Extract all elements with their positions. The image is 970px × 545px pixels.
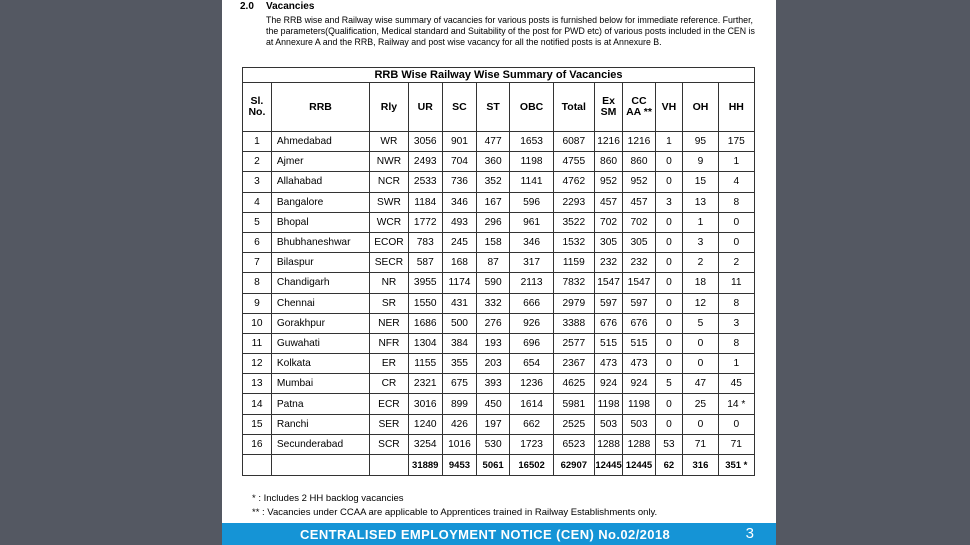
table-row [243, 192, 755, 212]
table-cell: 15 [243, 414, 272, 434]
table-cell: 2 [718, 253, 754, 273]
table-cell: 276 [477, 313, 510, 333]
table-cell: 473 [594, 354, 623, 374]
table-cell: 597 [594, 293, 623, 313]
table-cell: NCR [370, 172, 408, 192]
column-header: ST [477, 83, 510, 132]
table-cell: 14 [243, 394, 272, 414]
table-cell: 11 [243, 333, 272, 353]
table-cell: 168 [442, 253, 476, 273]
table-cell: SR [370, 293, 408, 313]
table-cell: 13 [683, 192, 718, 212]
table-cell: 7 [243, 253, 272, 273]
table-cell: 1547 [594, 273, 623, 293]
table-cell: 2367 [554, 354, 595, 374]
table-cell: 3056 [408, 132, 442, 152]
table-cell: 3 [243, 172, 272, 192]
table-cell: 1 [243, 132, 272, 152]
footnotes [252, 492, 657, 520]
table-cell: 15 [683, 172, 718, 192]
total-cell: 62 [655, 455, 683, 476]
table-cell: 2533 [408, 172, 442, 192]
section-title: Vacancies [266, 1, 315, 12]
table-cell: 924 [623, 374, 655, 394]
table-cell: Ajmer [271, 152, 369, 172]
table-cell: 0 [683, 354, 718, 374]
table-cell: 3254 [408, 434, 442, 454]
table-cell: SER [370, 414, 408, 434]
table-row [243, 132, 755, 152]
table-row [243, 333, 755, 353]
table-cell: 901 [442, 132, 476, 152]
table-cell: 232 [623, 253, 655, 273]
column-header: VH [655, 83, 683, 132]
table-cell: 8 [718, 333, 754, 353]
table-cell: 1198 [594, 394, 623, 414]
table-cell: 384 [442, 333, 476, 353]
table-cell: NFR [370, 333, 408, 353]
table-cell: 1174 [442, 273, 476, 293]
document-page [222, 0, 776, 545]
table-cell: 662 [510, 414, 554, 434]
table-cell: 899 [442, 394, 476, 414]
table-cell: 1216 [623, 132, 655, 152]
total-cell: 16502 [510, 455, 554, 476]
table-cell: Ranchi [271, 414, 369, 434]
column-header: Rly [370, 83, 408, 132]
total-cell: 5061 [477, 455, 510, 476]
table-cell: 473 [623, 354, 655, 374]
table-cell: NER [370, 313, 408, 333]
table-row [243, 273, 755, 293]
table-row [243, 434, 755, 454]
table-cell: 2577 [554, 333, 595, 353]
total-cell: 31889 [408, 455, 442, 476]
table-cell: 0 [683, 333, 718, 353]
table-cell: 654 [510, 354, 554, 374]
table-row [243, 354, 755, 374]
table-cell: 4625 [554, 374, 595, 394]
table-cell: 696 [510, 333, 554, 353]
table-cell: ER [370, 354, 408, 374]
table-cell: 0 [655, 354, 683, 374]
table-cell: Bilaspur [271, 253, 369, 273]
table-cell: 95 [683, 132, 718, 152]
table-cell: 1653 [510, 132, 554, 152]
table-cell: 6523 [554, 434, 595, 454]
table-cell: 0 [683, 414, 718, 434]
table-cell: NR [370, 273, 408, 293]
table-row [243, 253, 755, 273]
total-cell: 316 [683, 455, 718, 476]
table-cell: Mumbai [271, 374, 369, 394]
table-cell: 515 [623, 333, 655, 353]
table-cell: 860 [623, 152, 655, 172]
total-cell [370, 455, 408, 476]
table-cell: 2525 [554, 414, 595, 434]
table-cell: NWR [370, 152, 408, 172]
column-header: Total [554, 83, 595, 132]
table-cell: 961 [510, 212, 554, 232]
table-cell: 203 [477, 354, 510, 374]
table-cell: 1 [683, 212, 718, 232]
table-cell: SCR [370, 434, 408, 454]
table-cell: 0 [655, 333, 683, 353]
table-cell: 530 [477, 434, 510, 454]
table-cell: 346 [510, 232, 554, 252]
table-cell: WCR [370, 212, 408, 232]
table-cell: 924 [594, 374, 623, 394]
table-cell: 296 [477, 212, 510, 232]
table-cell: Allahabad [271, 172, 369, 192]
table-row [243, 293, 755, 313]
table-cell: 393 [477, 374, 510, 394]
table-cell: 2293 [554, 192, 595, 212]
intro-paragraph: The RRB wise and Railway wise summary of vacancies for various posts is furnished below for immediate reference. Further, the parameters(Qualification, Medical standard and Suitability of the post for PWD etc) of various posts included in the CEN is at Annexure A and the RRB, Railway and post wise vacancy for all the notified posts is at Annexure B. [266, 15, 755, 48]
table-cell: 175 [718, 132, 754, 152]
table-cell: 352 [477, 172, 510, 192]
page-number: 3 [745, 525, 754, 542]
table-cell: 1155 [408, 354, 442, 374]
total-cell: 351 * [718, 455, 754, 476]
table-cell: 3955 [408, 273, 442, 293]
table-cell: 4 [718, 172, 754, 192]
table-cell: 952 [594, 172, 623, 192]
table-cell: 6087 [554, 132, 595, 152]
table-cell: 431 [442, 293, 476, 313]
table-cell: 0 [718, 232, 754, 252]
table-cell: 515 [594, 333, 623, 353]
table-cell: 926 [510, 313, 554, 333]
table-cell: 500 [442, 313, 476, 333]
table-row [243, 313, 755, 333]
table-cell: 702 [594, 212, 623, 232]
table-cell: 783 [408, 232, 442, 252]
table-cell: SECR [370, 253, 408, 273]
table-cell: 3 [718, 313, 754, 333]
table-cell: 1288 [594, 434, 623, 454]
total-cell [271, 455, 369, 476]
table-cell: 503 [623, 414, 655, 434]
table-cell: 0 [655, 414, 683, 434]
table-row [243, 414, 755, 434]
table-cell: 3 [683, 232, 718, 252]
table-cell: 1016 [442, 434, 476, 454]
table-cell: 10 [243, 313, 272, 333]
table-cell: 2 [243, 152, 272, 172]
table-cell: ECR [370, 394, 408, 414]
table-cell: 860 [594, 152, 623, 172]
table-cell: 0 [655, 273, 683, 293]
column-header: CC AA ** [623, 83, 655, 132]
table-cell: Bangalore [271, 192, 369, 212]
table-cell: 8 [718, 293, 754, 313]
table-cell: 158 [477, 232, 510, 252]
table-cell: 14 * [718, 394, 754, 414]
table-cell: 952 [623, 172, 655, 192]
table-cell: 5 [683, 313, 718, 333]
table-cell: 8 [718, 192, 754, 212]
table-cell: Guwahati [271, 333, 369, 353]
table-cell: 3522 [554, 212, 595, 232]
table-cell: 2493 [408, 152, 442, 172]
table-cell: 597 [623, 293, 655, 313]
table-cell: 1547 [623, 273, 655, 293]
table-cell: 1159 [554, 253, 595, 273]
column-header: UR [408, 83, 442, 132]
table-cell: SWR [370, 192, 408, 212]
header-row [243, 83, 755, 132]
table-cell: 317 [510, 253, 554, 273]
table-cell: 1198 [623, 394, 655, 414]
table-cell: Chandigarh [271, 273, 369, 293]
table-cell: 1614 [510, 394, 554, 414]
table-cell: 2113 [510, 273, 554, 293]
table-cell: 736 [442, 172, 476, 192]
table-cell: 4762 [554, 172, 595, 192]
table-cell: 0 [655, 172, 683, 192]
total-cell: 12445 [623, 455, 655, 476]
table-cell: Chennai [271, 293, 369, 313]
table-cell: 596 [510, 192, 554, 212]
table-cell: 1 [718, 152, 754, 172]
table-cell: 1304 [408, 333, 442, 353]
table-cell: 1723 [510, 434, 554, 454]
table-cell: 676 [623, 313, 655, 333]
table-cell: 1141 [510, 172, 554, 192]
table-cell: 0 [655, 253, 683, 273]
table-cell: 1 [655, 132, 683, 152]
table-cell: 590 [477, 273, 510, 293]
vacancy-summary-table [242, 67, 755, 476]
table-cell: Bhopal [271, 212, 369, 232]
table-cell: 12 [683, 293, 718, 313]
table-cell: 1198 [510, 152, 554, 172]
section-heading [240, 1, 314, 12]
column-header: Ex SM [594, 83, 623, 132]
table-cell: 477 [477, 132, 510, 152]
table-cell: 360 [477, 152, 510, 172]
table-cell: 702 [623, 212, 655, 232]
table-cell: 493 [442, 212, 476, 232]
table-cell: 3 [655, 192, 683, 212]
table-cell: 53 [655, 434, 683, 454]
table-cell: 2979 [554, 293, 595, 313]
table-cell: 1772 [408, 212, 442, 232]
table-cell: 3016 [408, 394, 442, 414]
table-cell: 1240 [408, 414, 442, 434]
table-cell: 232 [594, 253, 623, 273]
table-cell: 0 [655, 232, 683, 252]
table-cell: 3388 [554, 313, 595, 333]
table-cell: 305 [594, 232, 623, 252]
table-cell: 666 [510, 293, 554, 313]
table-cell: 13 [243, 374, 272, 394]
column-header: RRB [271, 83, 369, 132]
table-cell: CR [370, 374, 408, 394]
table-cell: 587 [408, 253, 442, 273]
table-cell: 45 [718, 374, 754, 394]
table-cell: 193 [477, 333, 510, 353]
table-cell: Ahmedabad [271, 132, 369, 152]
table-cell: 2 [683, 253, 718, 273]
table-cell: 426 [442, 414, 476, 434]
table-row [243, 374, 755, 394]
table-cell: 167 [477, 192, 510, 212]
table-cell: 5981 [554, 394, 595, 414]
table-cell: 2321 [408, 374, 442, 394]
table-cell: 0 [655, 212, 683, 232]
total-cell: 9453 [442, 455, 476, 476]
footer-bar [222, 523, 776, 545]
column-header: OBC [510, 83, 554, 132]
table-cell: 16 [243, 434, 272, 454]
table-cell: 25 [683, 394, 718, 414]
table-row [243, 172, 755, 192]
total-cell [243, 455, 272, 476]
table-cell: 0 [655, 313, 683, 333]
table-cell: 1532 [554, 232, 595, 252]
table-cell: 450 [477, 394, 510, 414]
footnote: ** : Vacancies under CCAA are applicable to Apprentices trained in Railway Establishments only. [252, 507, 658, 518]
table-cell: 332 [477, 293, 510, 313]
table-cell: 4755 [554, 152, 595, 172]
table-cell: 346 [442, 192, 476, 212]
table-cell: 1216 [594, 132, 623, 152]
totals-row [243, 455, 755, 476]
table-cell: 7832 [554, 273, 595, 293]
table-cell: Gorakhpur [271, 313, 369, 333]
table-cell: Kolkata [271, 354, 369, 374]
table-cell: 0 [655, 394, 683, 414]
table-cell: 5 [655, 374, 683, 394]
table-cell: 1 [718, 354, 754, 374]
table-cell: 5 [243, 212, 272, 232]
table-cell: 676 [594, 313, 623, 333]
table-cell: 1288 [623, 434, 655, 454]
table-cell: 18 [683, 273, 718, 293]
table-cell: WR [370, 132, 408, 152]
column-header: OH [683, 83, 718, 132]
footer-title: CENTRALISED EMPLOYMENT NOTICE (CEN) No.02/2018 [300, 527, 671, 542]
table-cell: Patna [271, 394, 369, 414]
table-cell: 355 [442, 354, 476, 374]
table-cell: 71 [683, 434, 718, 454]
table-cell: 197 [477, 414, 510, 434]
table-cell: 1550 [408, 293, 442, 313]
table-cell: 11 [718, 273, 754, 293]
table-cell: 4 [243, 192, 272, 212]
table-cell: 0 [655, 293, 683, 313]
table-cell: 704 [442, 152, 476, 172]
table-cell: 1184 [408, 192, 442, 212]
total-cell: 62907 [554, 455, 595, 476]
footnote: * : Includes 2 HH backlog vacancies [252, 493, 404, 504]
column-header: Sl. No. [243, 83, 272, 132]
table-row [243, 152, 755, 172]
column-header: HH [718, 83, 754, 132]
table-row [243, 232, 755, 252]
table-cell: 1236 [510, 374, 554, 394]
table-row [243, 394, 755, 414]
table-cell: 9 [683, 152, 718, 172]
table-cell: 47 [683, 374, 718, 394]
table-cell: Secunderabad [271, 434, 369, 454]
table-cell: 12 [243, 354, 272, 374]
table-cell: 6 [243, 232, 272, 252]
table-cell: 9 [243, 293, 272, 313]
table-caption: RRB Wise Railway Wise Summary of Vacancies [242, 67, 755, 82]
total-cell: 12445 [594, 455, 623, 476]
table-cell: 8 [243, 273, 272, 293]
table-cell: 87 [477, 253, 510, 273]
table-body [243, 132, 755, 476]
vacancy-table-container [242, 67, 755, 476]
table-cell: 1686 [408, 313, 442, 333]
table-cell: 503 [594, 414, 623, 434]
table-cell: Bhubhaneshwar [271, 232, 369, 252]
table-cell: 0 [718, 212, 754, 232]
table-cell: 71 [718, 434, 754, 454]
table-cell: ECOR [370, 232, 408, 252]
table-cell: 0 [655, 152, 683, 172]
table-cell: 457 [623, 192, 655, 212]
table-cell: 305 [623, 232, 655, 252]
table-row [243, 212, 755, 232]
table-cell: 245 [442, 232, 476, 252]
table-cell: 675 [442, 374, 476, 394]
table-cell: 457 [594, 192, 623, 212]
table-cell: 0 [718, 414, 754, 434]
section-number: 2.0 [240, 1, 254, 12]
column-header: SC [442, 83, 476, 132]
